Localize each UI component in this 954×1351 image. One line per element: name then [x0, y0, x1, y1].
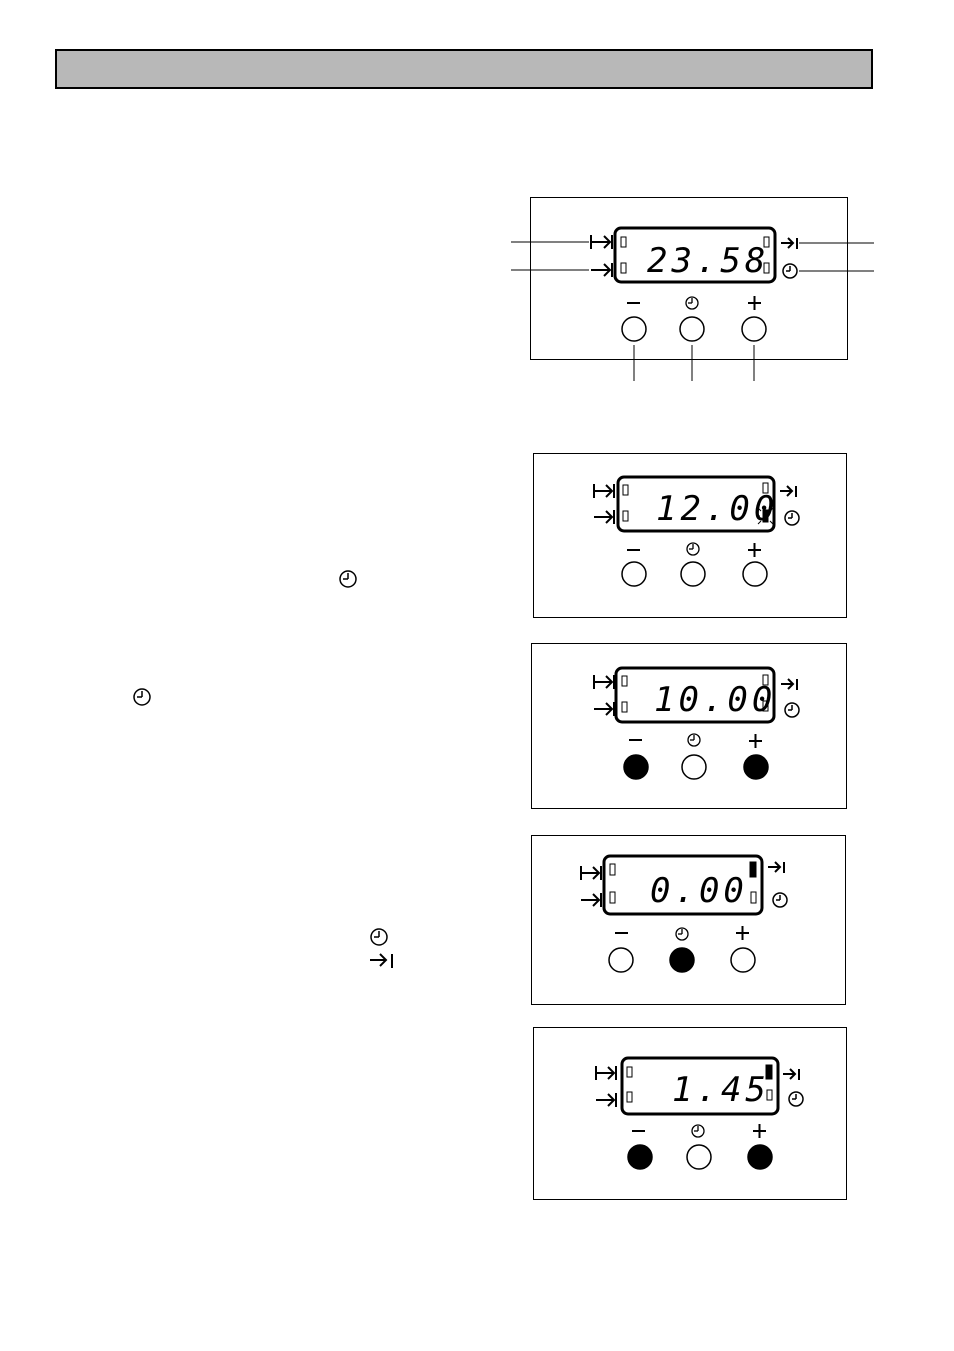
control-panel-overview — [530, 197, 848, 360]
lcd-display: 12.00 — [656, 489, 779, 529]
clock-icon — [785, 511, 799, 525]
lcd-display: 10.00 — [654, 680, 777, 720]
end-time-indicator-on — [750, 862, 756, 877]
minus-button[interactable] — [609, 948, 633, 972]
clock-label-icon — [686, 297, 698, 309]
clock-button[interactable] — [682, 755, 706, 779]
clock-icon — [785, 703, 799, 717]
clock-button[interactable] — [680, 317, 704, 341]
clock-label-icon — [676, 928, 688, 940]
duration-icon — [581, 866, 601, 880]
plus-label — [749, 734, 762, 748]
end-time-icon — [368, 950, 398, 970]
clock-button[interactable] — [681, 562, 705, 586]
cook-end-icon — [596, 1093, 616, 1107]
end-time-icon — [781, 238, 797, 249]
cook-end-icon — [594, 702, 614, 716]
duration-icon — [594, 484, 614, 498]
minus-button[interactable] — [622, 317, 646, 341]
plus-button[interactable] — [742, 317, 766, 341]
clock-button[interactable] — [687, 1145, 711, 1169]
control-panel-step-3 — [531, 835, 846, 1005]
clock-label-icon — [688, 734, 700, 746]
clock-button-pressed[interactable] — [670, 948, 694, 972]
panel-step-3-drawing — [532, 836, 847, 1006]
clock-icon — [368, 926, 390, 948]
lcd-display: 23.58 — [647, 241, 770, 281]
clock-icon — [789, 1092, 803, 1106]
control-panel-step-1 — [533, 453, 847, 618]
cook-end-icon — [591, 263, 612, 277]
panel-step-1-drawing — [534, 454, 848, 619]
lcd-display: 0.00 — [650, 871, 748, 911]
end-time-icon — [780, 486, 796, 497]
clock-label-icon — [692, 1125, 704, 1137]
minus-button[interactable] — [622, 562, 646, 586]
clock-label-icon — [687, 543, 699, 555]
panel-step-2-drawing — [532, 644, 848, 810]
cook-end-icon — [594, 510, 614, 524]
minus-button-pressed[interactable] — [624, 755, 648, 779]
panel-overview-drawing — [531, 198, 849, 361]
clock-icon — [337, 568, 359, 590]
plus-label — [753, 1124, 766, 1138]
plus-button-pressed[interactable] — [748, 1145, 772, 1169]
duration-icon — [594, 675, 614, 689]
control-panel-step-2 — [531, 643, 847, 809]
clock-icon — [131, 686, 153, 708]
duration-icon — [591, 235, 612, 249]
duration-icon — [596, 1066, 616, 1080]
end-time-icon — [781, 679, 797, 690]
end-time-icon — [768, 862, 784, 873]
plus-label — [736, 926, 749, 940]
end-time-icon — [783, 1069, 799, 1080]
clock-icon — [773, 893, 787, 907]
control-panel-step-4 — [533, 1027, 847, 1200]
clock-icon — [783, 264, 797, 278]
section-header-bar — [55, 49, 873, 89]
plus-button[interactable] — [743, 562, 767, 586]
plus-label — [748, 296, 761, 310]
plus-label — [748, 543, 761, 557]
panel-step-4-drawing — [534, 1028, 848, 1201]
lcd-display: 1.45 — [672, 1070, 770, 1110]
minus-button-pressed[interactable] — [628, 1145, 652, 1169]
plus-button-pressed[interactable] — [744, 755, 768, 779]
cook-end-icon — [581, 893, 601, 907]
plus-button[interactable] — [731, 948, 755, 972]
